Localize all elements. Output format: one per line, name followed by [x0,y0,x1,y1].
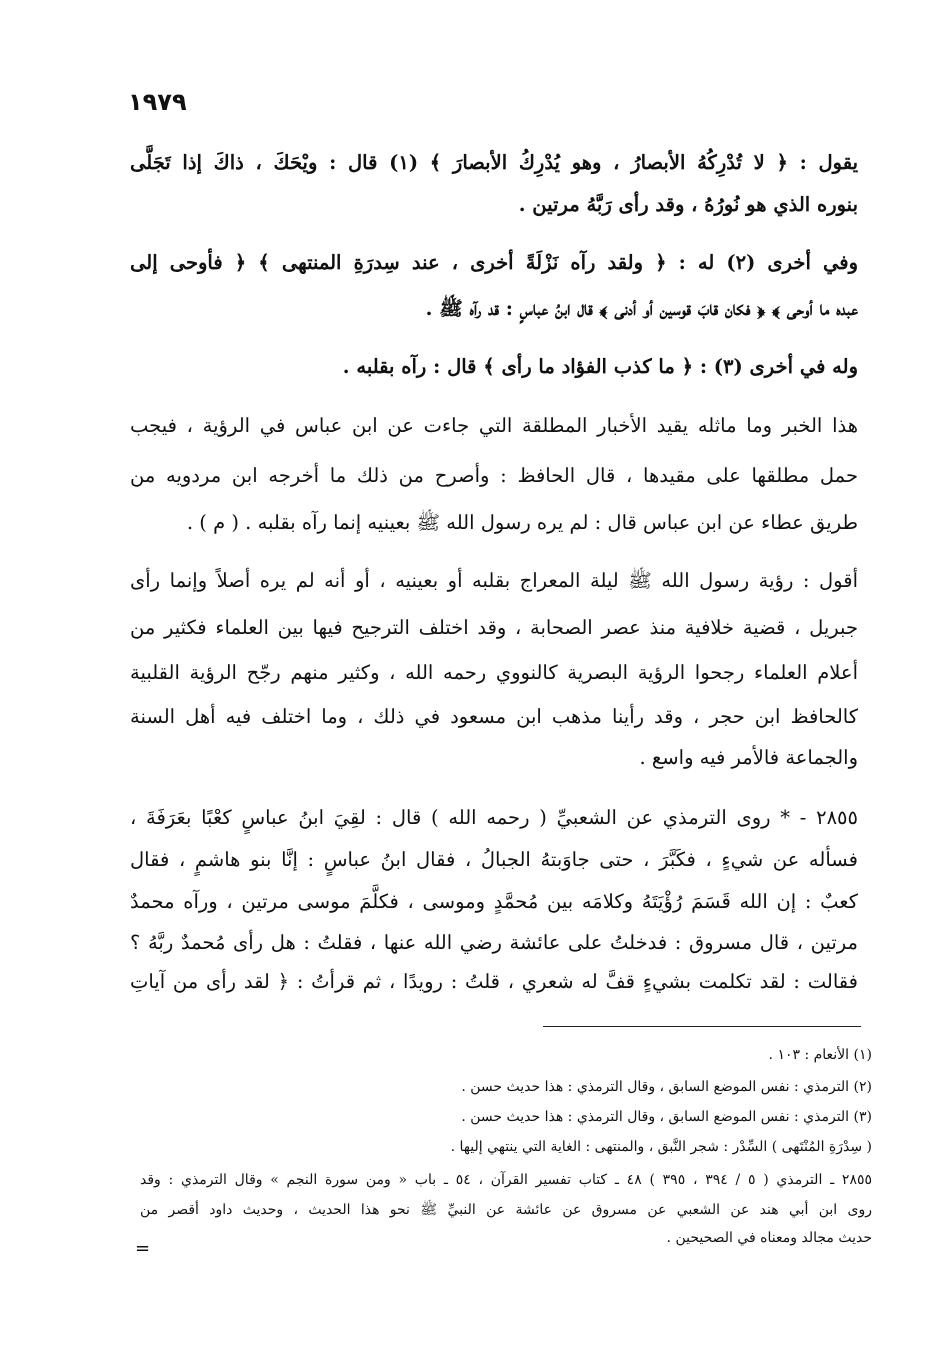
text-line: وفي أخرى (٢) له : ﴿ ولقد رآه نَزْلَةً أخرى ، عند سِدرَةِ المنتهى ﴾ ﴿ فأوحى إلى [130,251,858,274]
footnote: ( سِدْرَةِ المُنْتَهى ) السِّدْر : شجر النَّبق ، والمنتهى : الغاية التي ينتهي إليها . [450,1139,872,1155]
text-line: وله في أخرى (٣) : ﴿ ما كذب الفؤاد ما رأى ﴾ قال : رآه بقلبه . [342,355,858,378]
footnote: ٢٨٥٥ ـ الترمذي ( ٥ / ٣٩٤ ، ٣٩٥ ) ٤٨ ـ كتاب تفسير القرآن ، ٥٤ ـ باب « ومن سورة النجم » وقال الترمذي : وقد [140,1172,872,1188]
text-line: طريق عطاء عن ابن عباس قال : لم يره رسول الله ﷺ بعينيه إنما رآه بقلبه . ( م ) . [186,511,858,534]
text-line: بنوره الذي هو نُورُهُ ، وقد رأى رَبَّهُ مرتين . [518,193,858,216]
text-line: والجماعة فالأمر فيه واسع . [639,746,858,769]
text-line: فسأله عن شيءٍ ، فكَبَّرَ ، حتى جاوَبتهُ الجبالُ ، فقال ابنُ عباسٍ : إنَّا بنو هاشمٍ ، فقال [130,848,858,871]
text-line: هذا الخبر وما ماثله يقيد الأخبار المطلقة التي جاءت عن ابن عباس في الرؤية ، فيجب [130,414,858,437]
text-line: جبريل ، قضية خلافية منذ عصر الصحابة ، وقد اختلف الترجيح فيها بين العلماء فكثير من [130,616,858,639]
footnote: روى ابن أبي هند عن الشعبي عن مسروق عن عائشة عن النبيِّ ﷺ نحو هذا الحديث ، وحديث داود أقصر من [140,1202,872,1218]
text-line: أعلام العلماء رجحوا الرؤية البصرية كالنووي رحمه الله ، وكثير منهم رجّح الرؤية القلبية [130,661,858,684]
text-line: عبده ما أوحى ﴾ ﴿ فكان قابَ قوسين أو أدنى ﴾ قال ابنُ عباسٍ : قد رآه ﷺ . [425,297,858,320]
footnote-separator [543,1026,861,1027]
text-line: كالحافظ ابن حجر ، وقد رأينا مذهب ابن مسعود في ذلك ، وما اختلف فيه أهل السنة [130,705,858,728]
text-line: يقول : ﴿ لا تُدْرِكُهُ الأبصارُ ، وهو يُدْرِكُ الأبصارَ ﴾ (١) قال : ويْحَكَ ، ذاكَ إذا تَجَلَّى [130,151,858,174]
footnote: (١) الأنعام : ١٠٣ . [768,1047,872,1063]
footnote: حديث مجالد ومعناه في الصحيحين . [666,1230,872,1246]
text-line: كعبٌ : إن الله قَسَمَ رُؤْيَتَهُ وكلامَه بين مُحمَّدٍ وموسى ، فكلَّمَ موسى مرتين ، ورآه محمدٌ [130,890,858,913]
footnote: (٣) الترمذي : نفس الموضع السابق ، وقال الترمذي : هذا حديث حسن . [461,1109,872,1125]
text-line: مرتين ، قال مسروق : فدخلتُ على عائشة رضي الله عنها ، فقلتُ : هل رأى مُحمدٌ ربَّهُ ؟ [130,931,858,954]
text-line: أقول : رؤية رسول الله ﷺ ليلة المعراج بقلبه أو بعينيه ، أو أنه لم يره أصلاً وإنما رأى [130,569,858,592]
page-number: ١٩٧٩ [128,88,187,116]
text-line: حمل مطلقها على مقيدها ، قال الحافظ : وأصرح من ذلك ما أخرجه ابن مردويه من [130,464,858,487]
text-line: فقالت : لقد تكلمت بشيءٍ قفَّ له شعري ، قلتُ : رويدًا ، ثم قرأتُ : ﴿ لقد رأى من آياتِ [130,970,858,993]
footnote: (٢) الترمذي : نفس الموضع السابق ، وقال الترمذي : هذا حديث حسن . [461,1079,872,1095]
text-line: ٢٨٥٥ - * روى الترمذي عن الشعبيِّ ( رحمه الله ) قال : لقِيَ ابنُ عباسٍ كعْبًا بعَرَفَةَ ، [130,806,858,829]
continuation-mark: = [135,1238,151,1259]
